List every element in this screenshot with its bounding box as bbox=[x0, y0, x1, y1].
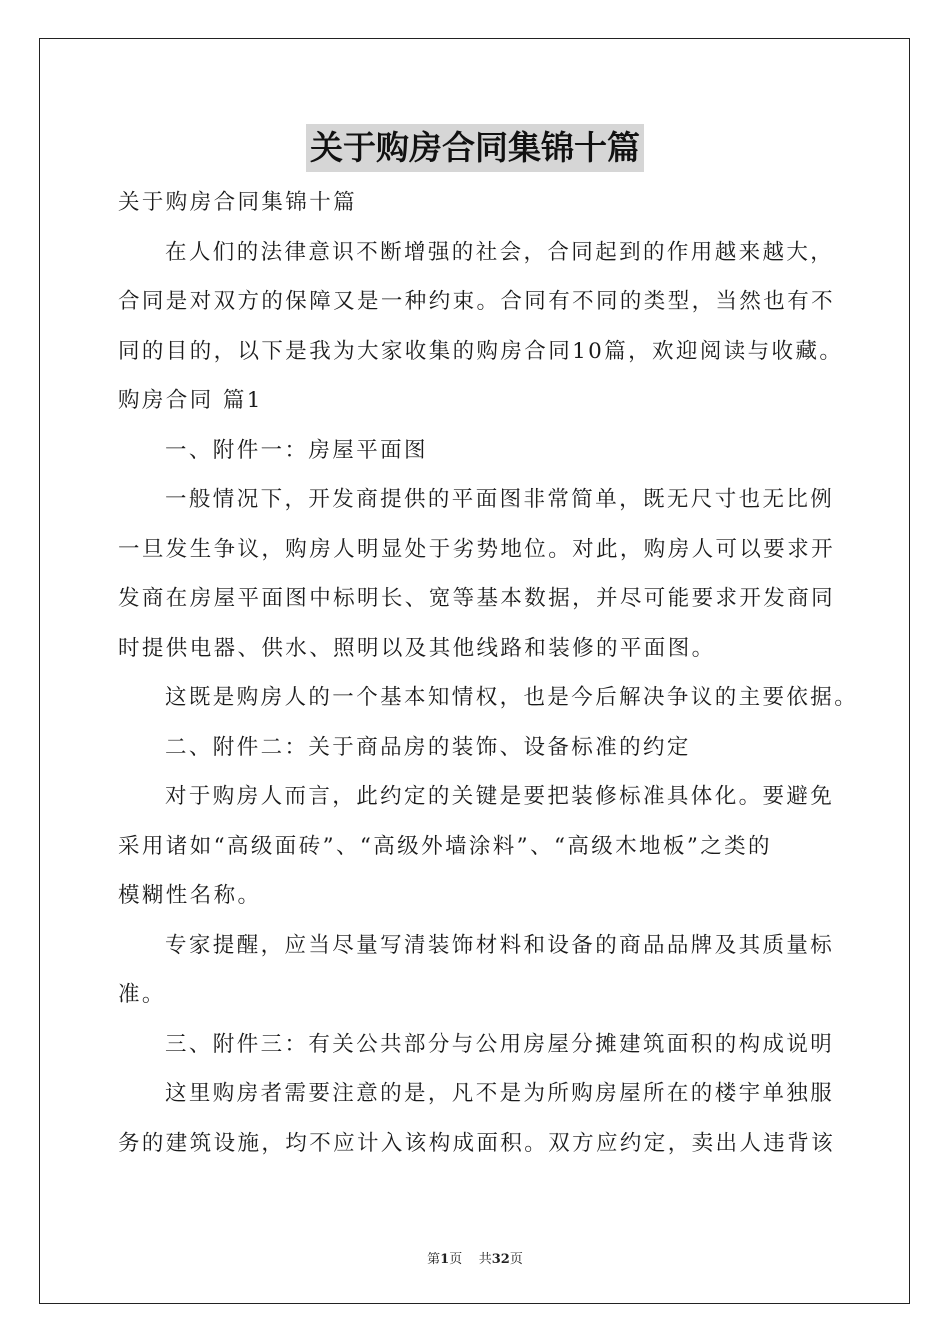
paragraph-line: 一旦发生争议，购房人明显处于劣势地位。对此，购房人可以要求开 bbox=[118, 536, 836, 562]
title-container bbox=[0, 124, 950, 172]
paragraph-line: 在人们的法律意识不断增强的社会，合同起到的作用越来越大， bbox=[165, 239, 835, 265]
document-title: 关于购房合同集锦十篇 bbox=[306, 124, 644, 172]
paragraph-line: 模糊性名称。 bbox=[118, 883, 262, 908]
paragraph-line: 时提供电器、供水、照明以及其他线路和装修的平面图。 bbox=[118, 635, 716, 661]
document-body bbox=[118, 178, 859, 1168]
total-suffix: 页 bbox=[509, 1252, 523, 1267]
paragraph-line: 采用诸如“高级面砖”、“高级外墙涂料”、“高级木地板”之类的 bbox=[118, 833, 772, 859]
paragraph-line: 发商在房屋平面图中标明长、宽等基本数据，并尽可能要求开发商同 bbox=[118, 586, 836, 611]
paragraph-line: 这里购房者需要注意的是，凡不是为所购房屋所在的楼宇单独服 bbox=[165, 1081, 835, 1106]
paragraph-line: 二、附件二：关于商品房的装饰、设备标准的约定 bbox=[165, 734, 691, 760]
total-pages: 32 bbox=[491, 1252, 510, 1267]
paragraph-line: 准。 bbox=[118, 982, 166, 1007]
paragraph-line: 一、附件一：房屋平面图 bbox=[165, 437, 428, 463]
paragraph-line: 对于购房人而言，此约定的关键是要把装修标准具体化。要避免 bbox=[165, 784, 835, 809]
page-footer bbox=[0, 1248, 950, 1267]
paragraph-line: 这既是购房人的一个基本知情权，也是今后解决争议的主要依据。 bbox=[165, 685, 859, 710]
subtitle-line: 关于购房合同集锦十篇 bbox=[118, 190, 358, 215]
paragraph-line: 同的目的，以下是我为大家收集的购房合同10篇，欢迎阅读与收藏。 bbox=[118, 338, 844, 364]
page-number: 1 bbox=[440, 1252, 450, 1267]
paragraph-line: 务的建筑设施，均不应计入该构成面积。双方应约定，卖出人违背该 bbox=[118, 1130, 836, 1156]
paragraph-line: 一般情况下，开发商提供的平面图非常简单，既无尺寸也无比例 bbox=[165, 487, 835, 512]
paragraph-line: 专家提醒，应当尽量写清装饰材料和设备的商品品牌及其质量标 bbox=[165, 932, 835, 958]
page-prefix: 第 bbox=[427, 1252, 441, 1267]
total-prefix: 共 bbox=[478, 1252, 492, 1267]
paragraph-line: 合同是对双方的保障又是一种约束。合同有不同的类型，当然也有不 bbox=[118, 289, 836, 314]
section-heading: 购房合同 篇1 bbox=[118, 388, 263, 413]
paragraph-line: 三、附件三：有关公共部分与公用房屋分摊建筑面积的构成说明 bbox=[165, 1031, 835, 1057]
page-suffix: 页 bbox=[449, 1252, 463, 1267]
